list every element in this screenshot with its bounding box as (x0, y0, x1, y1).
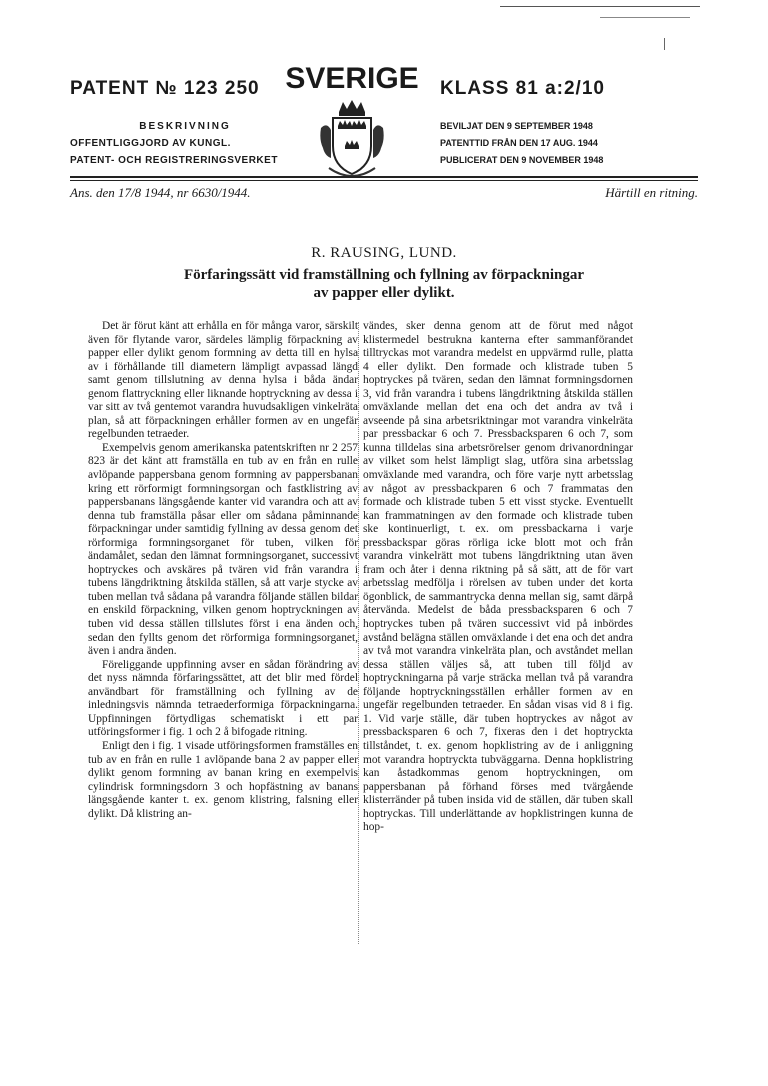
header-left (70, 78, 300, 169)
scan-line-top (500, 6, 700, 7)
paragraph: Enligt den i fig. 1 visade utföringsformen framställes en tub av en från en rulle 1 avlöpande bana 2 av papper eller dylikt genom formning av banan kring en exempelvis cylindrisk formningsdorn 3 och hopfästning av banans längsgående kanter t. ex. genom klistring, falsning eller dylikt. Då klistring an- (88, 739, 358, 820)
published-date: PUBLICERAT DEN 9 NOVEMBER 1948 (440, 155, 604, 165)
scan-mark (664, 38, 665, 50)
header-rule-thin (70, 180, 698, 181)
document-title (110, 266, 658, 302)
title-line-2: av papper eller dylikt. (313, 285, 455, 301)
paragraph: Det är förut känt att erhålla en för många varor, särskilt även för flytande varor, särdeles lämplig förpackning av papper eller dylikt genom formning av detta till en hylsa av i förhållande till diametern lämpligt avpassad längd samt genom tillslutning av denna hylsa i båda ändar genom flattryckning eller liknande hoptryckning av dessa i var sitt av två gentemot varandra huvudsakligen vinkelräta plan, så att förpackningen erhåller formen av en ungefär regelbunden tetraeder. (88, 320, 358, 441)
paragraph: Föreliggande uppfinning avser en sådan förändring av det nyss nämnda förfaringssättet, att det blir med fördel användbart för framställning och fyllning av de inledningsvis nämnda tetraederformiga förpackningarna. Uppfinningen förtydligas schematiskt i ett par utföringsformer i fig. 1 och 2 å bifogade ritning. (88, 658, 358, 739)
drawings-note: Härtill en ritning. (605, 185, 698, 200)
inventor-name: R. RAUSING, LUND. (311, 245, 457, 261)
patent-class: KLASS 81 a:2/10 (440, 78, 605, 99)
scan-line-top-2 (600, 17, 690, 18)
application-reference: Ans. den 17/8 1944, nr 6630/1944. (70, 185, 251, 200)
body-column-right (363, 320, 633, 835)
header-rule-thick (70, 176, 698, 178)
coat-of-arms-icon (317, 98, 387, 180)
header-right (440, 78, 690, 169)
country-name: SVERIGE (285, 62, 419, 95)
header-center (282, 62, 422, 180)
title-line-1: Förfaringssätt vid framställning och fyllning av förpackningar (183, 267, 584, 283)
patent-term: PATENTTID FRÅN DEN 17 AUG. 1944 (440, 138, 598, 148)
paragraph: Exempelvis genom amerikanska patentskriften nr 2 257 823 är det känt att framställa en tub av en från en rulle avlöpande pappersbana genom formning av pappersbanan kring ett rörformigt formningsorgan och fastklistring av pappersbanans längsgående kanter vid varandra och att av denna tub framställa påsar eller om sådana påminnande förpackningar under samtidig fyllning av dessa genom det rörformiga formningsorganet för tuben, vilken för ändamålet, sedan den lämnat formningsorganet, successivt hoptryckes och avskäres på tvären vid från varandra i tubens längdriktning åtskilda ställen, så att varje stycke av tuben mellan två sådana på varandra följande ställen bildar en enskild förpackning, vilken genom hoptryckningen av tuben vid dessa ställen tillslutes först i ena änden och, sedan den fyllts genom det rörformiga formningsorganet, även i andra änden. (88, 441, 358, 658)
paragraph: vändes, sker denna genom att de förut med något klistermedel bestrukna kanterna efter sammanförandet tilltryckas mot varandra medelst en uppvärmd rulle, platta 4 eller dylikt. Den formade och klistrade tuben 5 hoptryckes på tvären, sedan den lämnat formningsdornen 3, vid från varandra i tubens längdriktning åtskilda ställen omväxlande mellan det ena och det andra av två i avseende på sina arbetsriktningar mot varandra vinkelräta par pressbackar 6 och 7. Pressbacksparen 6 och 7, som kunna tilldelas sina arbetsrörelser genom drivanordningar av vilket som helst lämpligt slag, utföra sina arbetsslag omväxlande med varandra, och före varje nytt arbetsslag av något av pressbackparen 6 och 7 frammatas den formade och klistrade tuben 5 ett visst stycke. Eventuellt kan frammatningen av den formade och klistrade tuben ske kontinuerligt, t. ex. om pressbackarna i varje pressbackspar göras rörliga icke blott mot och från varandra vinkelrätt mot tubens längdriktning utan även fram och åter i denna riktning på så sätt, att de för vart arbetsslag medfölja i rörelsen av tuben under det korta ögonblick, de sammantrycka denna mellan sig, samt därpå återvända. Medelst de båda pressbacksparen 6 och 7 hoptryckes tuben på tvären successivt vid på inbördes avstånd belägna ställen omväxlande i det ena och det andra av två mot varandra vinkelräta plan, och avståndet mellan dessa ställen väljes så, att tuben till följd av hoptryckningarna på varje sträcka mellan två på varandra följande hoptryckningsställen erhåller formen av en ungefär regelbunden tetraeder. En sådan visas vid 8 i fig. 1. Vid varje ställe, där tuben hoptryckes av något av pressbacksparen 6 och 7, fixeras den i det hoptryckta tillståndet, t. ex. genom hopklistring av de i anliggning mot varandra hoptryckta tubväggarna. Denna hopklistring kan åstadkommas genom hoptryckningen, om pappersbanan på förhand förses med tvärgående klisterränder på tuben insida vid de ställen, där tuben skall hoptryckas. Till underlättande av hopklistringen kunna de hop- (363, 320, 633, 834)
column-divider (358, 322, 359, 944)
body-column-left (88, 320, 358, 821)
patent-number: PATENT № 123 250 (70, 78, 260, 99)
header-left-line-1: BESKRIVNING (139, 121, 231, 132)
granted-date: BEVILJAT DEN 9 SEPTEMBER 1948 (440, 121, 593, 131)
header-left-line-3: PATENT- OCH REGISTRERINGSVERKET (70, 155, 278, 166)
header-left-line-2: OFFENTLIGGJORD AV KUNGL. (70, 138, 231, 149)
